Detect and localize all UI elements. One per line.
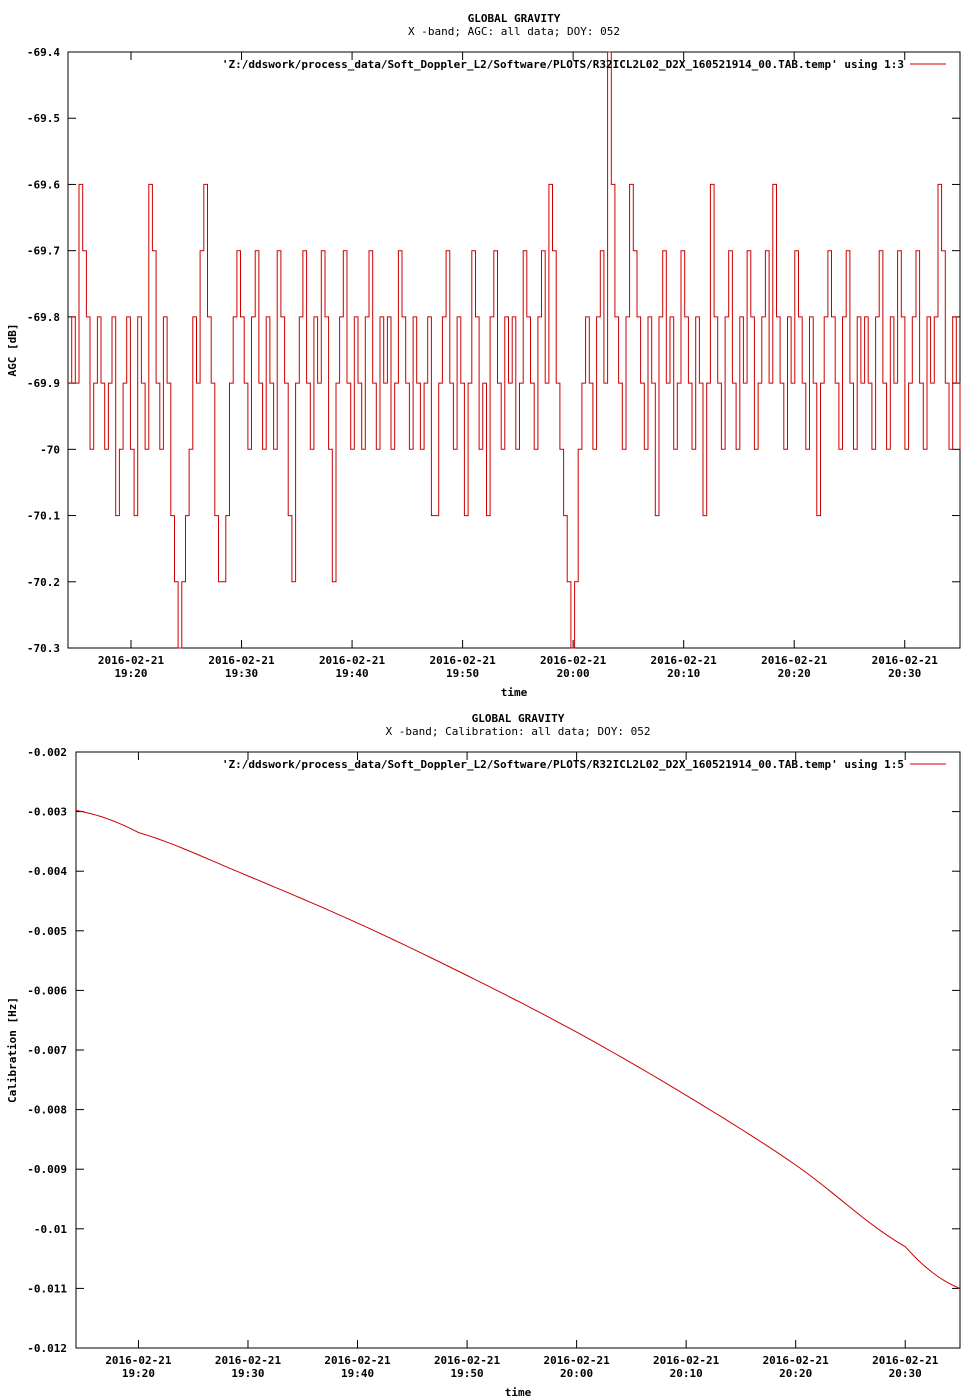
x-tick-time: 20:20 [779, 1367, 813, 1380]
legend-label: 'Z:/ddswork/process_data/Soft_Doppler_L2/Software/PLOTS/R32ICL2L02_D2X_160521914_00.TAB.temp' using 1:5 [221, 758, 904, 771]
chart-2 [6, 712, 960, 1399]
y-tick-label: -0.004 [27, 865, 67, 879]
x-tick-date: 2016-02-21 [208, 654, 275, 667]
x-tick-time: 19:50 [446, 667, 480, 680]
x-tick-time: 20:10 [669, 1367, 703, 1380]
x-tick-time: 19:20 [121, 1367, 156, 1380]
plot-frame [68, 52, 960, 648]
y-tick-label: -0.005 [27, 924, 67, 938]
x-tick-time: 20:00 [556, 667, 590, 680]
x-tick-time: 19:40 [340, 1367, 375, 1380]
y-tick-label: -69.9 [26, 377, 60, 391]
x-tick-date: 2016-02-21 [105, 1354, 172, 1367]
x-tick-time: 19:30 [231, 1367, 265, 1380]
x-axis-label: time [500, 686, 528, 699]
x-tick-time: 19:40 [335, 667, 369, 680]
x-tick-date: 2016-02-21 [650, 654, 717, 667]
x-tick-time: 19:30 [224, 667, 259, 680]
x-axis-label: time [504, 1386, 532, 1399]
x-tick-time: 20:30 [888, 667, 922, 680]
chart-1 [6, 12, 960, 699]
x-tick-date: 2016-02-21 [653, 1354, 720, 1367]
y-tick-label: -0.002 [27, 746, 67, 759]
x-tick-date: 2016-02-21 [429, 654, 496, 667]
y-axis-label: Calibration [Hz] [6, 997, 19, 1103]
chart-title: GLOBAL GRAVITY [471, 712, 565, 725]
x-tick-time: 20:10 [667, 667, 701, 680]
y-axis-label: AGC [dB] [6, 323, 19, 377]
x-tick-time: 20:30 [888, 1367, 922, 1380]
y-tick-label: -70.1 [26, 509, 60, 523]
x-tick-date: 2016-02-21 [871, 654, 938, 667]
x-tick-date: 2016-02-21 [872, 1354, 939, 1367]
x-tick-date: 2016-02-21 [543, 1354, 610, 1367]
series-line-1 [76, 810, 960, 1288]
y-tick-label: -70.3 [26, 642, 60, 655]
y-tick-label: -70 [40, 443, 60, 457]
y-tick-label: -69.5 [26, 112, 60, 126]
series-line-1 [68, 52, 960, 648]
y-tick-label: -0.003 [27, 805, 67, 819]
y-tick-label: -0.009 [27, 1163, 67, 1177]
chart-subtitle: X -band; Calibration: all data; DOY: 052 [385, 725, 651, 738]
y-tick-label: -0.012 [27, 1342, 67, 1355]
x-tick-time: 19:50 [450, 1367, 484, 1380]
plot-frame [76, 752, 960, 1348]
legend-label: 'Z:/ddswork/process_data/Soft_Doppler_L2/Software/PLOTS/R32ICL2L02_D2X_160521914_00.TAB.temp' using 1:3 [221, 58, 904, 71]
x-tick-time: 20:20 [777, 667, 811, 680]
x-tick-date: 2016-02-21 [318, 654, 386, 667]
y-tick-label: -70.2 [26, 575, 60, 589]
y-tick-label: -0.01 [33, 1222, 67, 1236]
y-tick-label: -69.4 [26, 46, 60, 59]
chart-title: GLOBAL GRAVITY [467, 12, 561, 25]
y-tick-label: -69.6 [26, 178, 60, 192]
x-tick-date: 2016-02-21 [324, 1354, 391, 1367]
y-tick-label: -0.008 [27, 1103, 67, 1117]
x-tick-time: 19:20 [114, 667, 148, 680]
x-tick-date: 2016-02-21 [540, 654, 607, 667]
x-tick-date: 2016-02-21 [761, 654, 828, 667]
y-tick-label: -0.006 [27, 984, 67, 998]
x-tick-time: 20:00 [560, 1367, 594, 1380]
x-tick-date: 2016-02-21 [97, 654, 165, 667]
y-tick-label: -69.7 [26, 244, 60, 258]
x-tick-date: 2016-02-21 [214, 1354, 282, 1367]
x-tick-date: 2016-02-21 [433, 1354, 501, 1367]
y-tick-label: -69.8 [26, 310, 60, 324]
y-tick-label: -0.007 [27, 1044, 67, 1057]
x-tick-date: 2016-02-21 [762, 1354, 829, 1367]
y-tick-label: -0.011 [27, 1282, 67, 1296]
chart-subtitle: X -band; AGC: all data; DOY: 052 [408, 25, 620, 38]
